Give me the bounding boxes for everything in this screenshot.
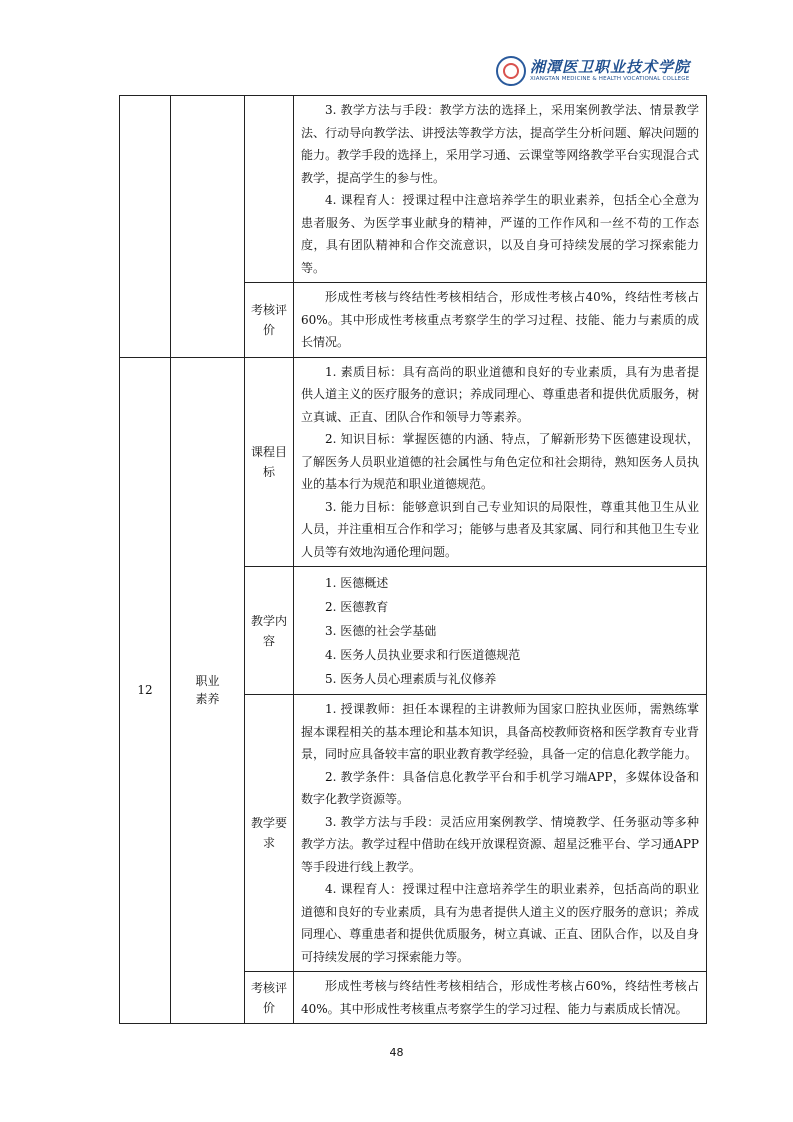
requirements-cell: [294, 96, 707, 283]
goal-paragraph: 1. 素质目标：具有高尚的职业道德和良好的专业素质，具有为患者提供人道主义的医疗服务的意识；养成同理心、尊重患者和提供优质服务，树立真诚、正直、团队合作和领导力等素养。: [301, 364, 699, 424]
requirement-paragraph: 1. 授课教师：担任本课程的主讲教师为国家口腔执业医师，需熟练掌握本课程相关的基本理论和基本知识，具备高校教师资格和医学教育专业背景，同时应具备较丰富的职业教育教学经验，具备一定的信息化教学能力。: [301, 702, 699, 761]
requirements-cell: [294, 695, 707, 972]
goals-label: 课程目标: [245, 357, 294, 567]
course-table-wrapper: [119, 95, 707, 1024]
content-item: 3. 医德的社会学基础: [325, 624, 437, 638]
assessment-cell: [294, 283, 707, 358]
course-name: [171, 357, 245, 1024]
content-cell: [294, 567, 707, 695]
requirement-paragraph: 3. 教学方法与手段：灵活应用案例教学、情境教学、任务驱动等多种教学方法。教学过程中借助在线开放课程资源、超星泛雅平台、学习通APP等手段进行线上教学。: [301, 814, 699, 874]
assessment-label: 考核评价: [245, 283, 294, 358]
assessment-cell: [294, 972, 707, 1024]
course-number: 12: [120, 357, 171, 1024]
empty-label-cell: [245, 96, 294, 283]
requirement-paragraph: 4. 课程育人：授课过程中注意培养学生的职业素养，包括全心全意为患者服务、为医学事业献身的精神，严谨的工作作风和一丝不苟的工作态度，具有团队精神和合作交流意识，以及自身可持续发展的学习探索能力等。: [301, 193, 699, 275]
goals-cell: [294, 357, 707, 567]
goal-paragraph: 3. 能力目标：能够意识到自己专业知识的局限性，尊重其他卫生从业人员，并注重相互合作和学习；能够与患者及其家属、同行和其他卫生专业人员等有效地沟通伦理问题。: [301, 499, 699, 559]
assessment-paragraph: 形成性考核与终结性考核相结合，形成性考核占60%，终结性考核占40%。其中形成性考核重点考察学生的学习过程、能力与素质成长情况。: [301, 979, 699, 1016]
requirement-paragraph: 4. 课程育人：授课过程中注意培养学生的职业素养，包括高尚的职业道德和良好的专业素质，具有为患者提供人道主义的医疗服务的意识；养成同理心、尊重患者和提供优质服务，树立真诚、正直、团队合作，以及自身可持续发展的学习探索能力等。: [301, 882, 699, 964]
page-number: 48: [389, 1046, 404, 1059]
college-header: [494, 54, 691, 90]
content-item: 1. 医德概述: [325, 576, 389, 590]
content-item: 2. 医德教育: [325, 600, 389, 614]
requirement-paragraph: 3. 教学方法与手段：教学方法的选择上，采用案例教学法、情景教学法、行动导向教学法、讲授法等教学方法，提高学生分析问题、解决问题的能力。教学手段的选择上，采用学习通、云课堂等网络教学平台实现混合式教学，提高学生的参与性。: [301, 103, 699, 185]
table-row: [120, 96, 707, 283]
course-name-text: 职业素养: [195, 674, 220, 707]
content-item: 5. 医务人员心理素质与礼仪修养: [325, 672, 497, 686]
requirements-label: 教学要求: [245, 695, 294, 972]
college-logo-icon: [496, 56, 526, 86]
goal-paragraph: 2. 知识目标：掌握医德的内涵、特点，了解新形势下医德建设现状，了解医务人员职业道德的社会属性与角色定位和社会期待，熟知医务人员执业的基本行为规范和职业道德规范。: [301, 432, 699, 491]
table-row: [120, 357, 707, 567]
assessment-label: 考核评价: [245, 972, 294, 1024]
college-name-cn: 湘潭医卫职业技术学院: [530, 58, 691, 76]
empty-number-cell: [120, 96, 171, 358]
content-label: 教学内容: [245, 567, 294, 695]
assessment-paragraph: 形成性考核与终结性考核相结合，形成性考核占40%，终结性考核占60%。其中形成性考核重点考察学生的学习过程、技能、能力与素质的成长情况。: [301, 290, 699, 349]
course-table: [119, 95, 707, 1024]
college-name-en: XIANGTAN MEDICINE & HEALTH VOCATIONAL COLLEGE: [530, 76, 690, 82]
empty-name-cell: [171, 96, 245, 358]
requirement-paragraph: 2. 教学条件：具备信息化教学平台和手机学习端APP，多媒体设备和数字化教学资源等。: [301, 769, 699, 806]
content-item: 4. 医务人员执业要求和行医道德规范: [325, 648, 521, 662]
